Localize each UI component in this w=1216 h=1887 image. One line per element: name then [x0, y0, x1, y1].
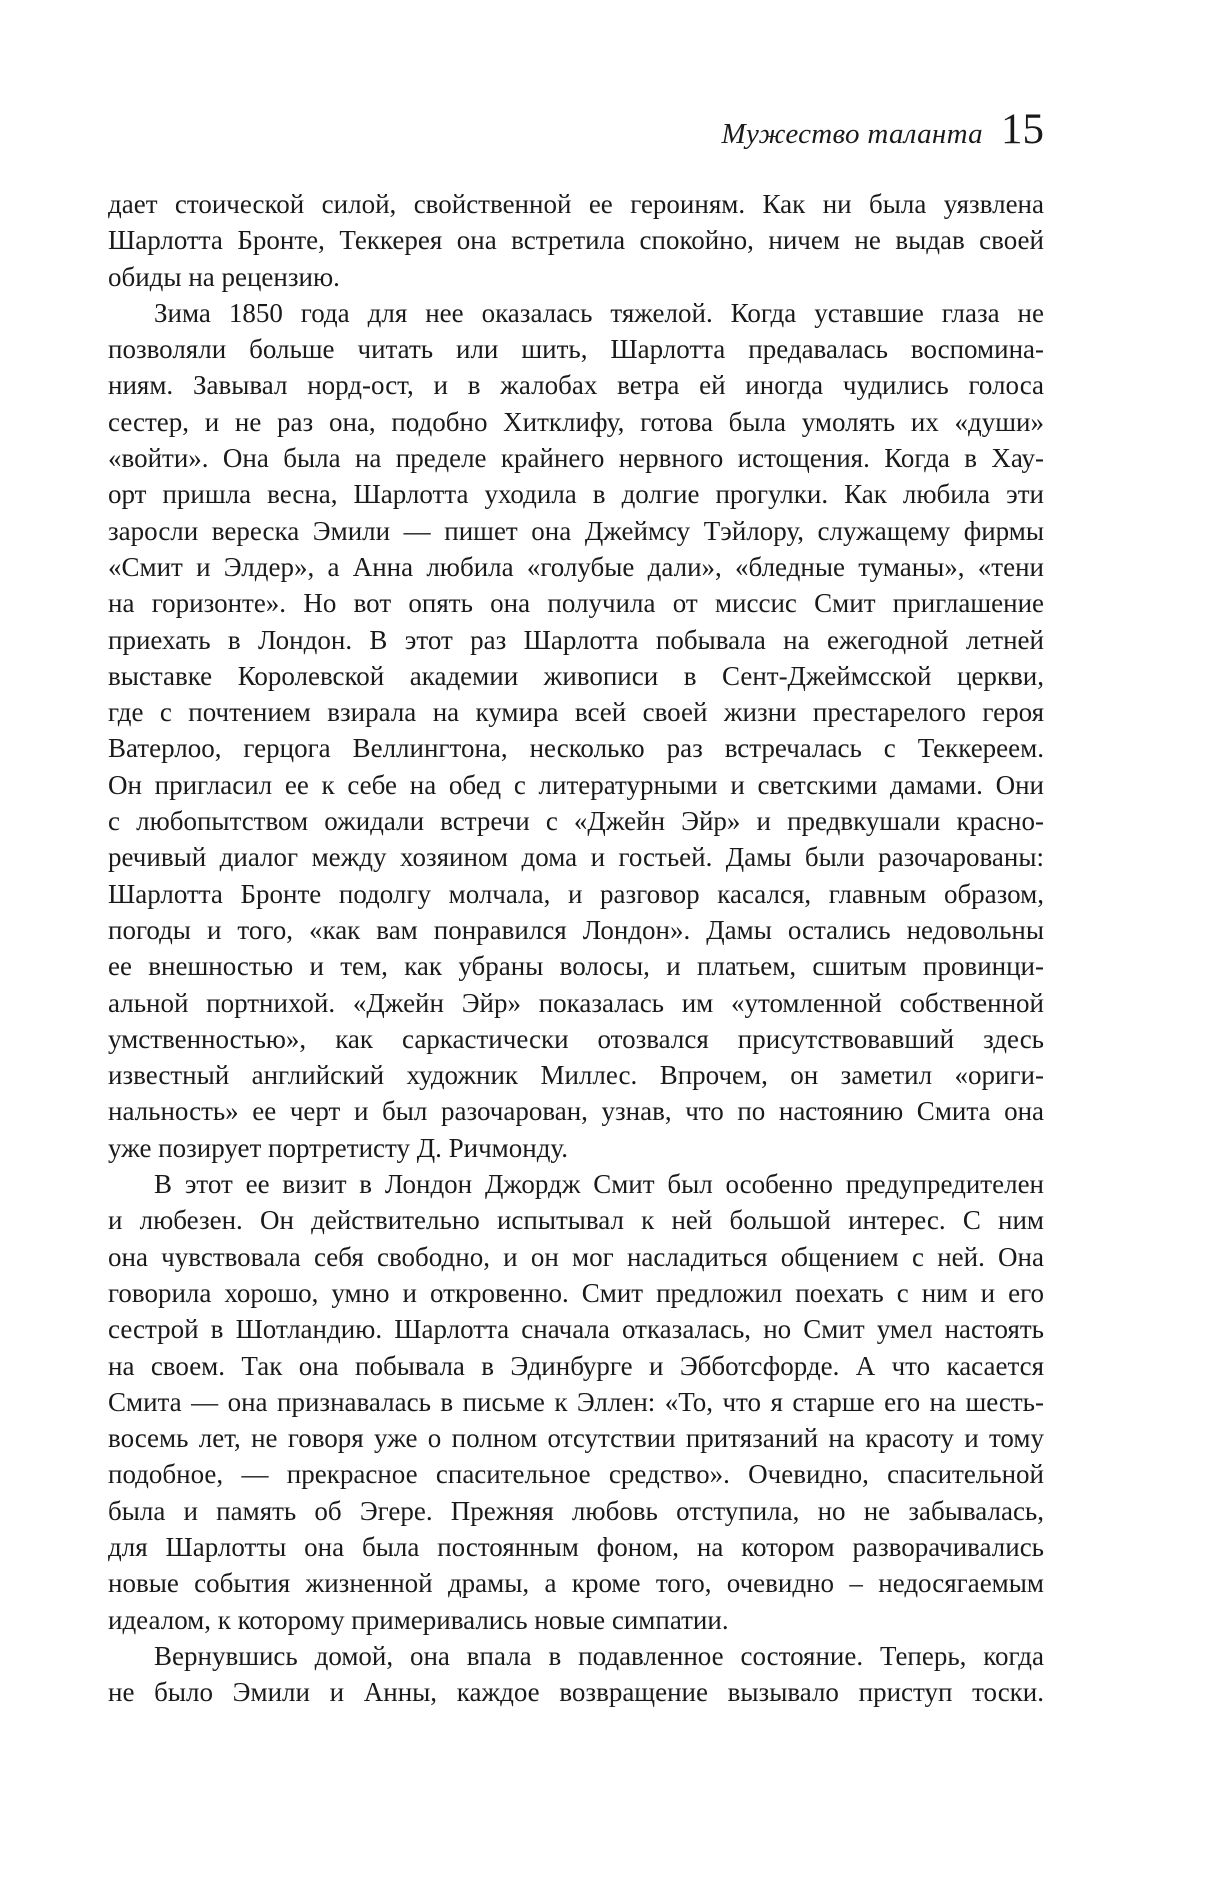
text-line: «войти». Она была на пределе крайнего нервного истощения. Когда в Хау-: [108, 443, 1044, 474]
paragraph: [108, 1166, 1044, 1638]
text-line: Зима 1850 года для нее оказалась тяжелой. Когда уставшие глаза не: [154, 297, 1044, 328]
text-line: не было Эмили и Анны, каждое возвращение вызывало приступ тоски.: [108, 1677, 1044, 1708]
text-line: заросли вереска Эмили — пишет она Джеймсу Тэйлору, служащему фирмы: [108, 515, 1044, 546]
text-line: идеалом, к которому примеривались новые симпатии.: [108, 1604, 729, 1635]
text-line: орт пришла весна, Шарлотта уходила в долгие прогулки. Как любила эти: [108, 479, 1044, 510]
text-line: с любопытством ожидали встречи с «Джейн Эйр» и предвкушали красно-: [108, 806, 1044, 837]
text-line: позволяли больше читать или шить, Шарлотта предавалась воспомина-: [108, 334, 1044, 365]
text-line: погоды и того, «как вам понравился Лондон». Дамы остались недовольны: [108, 914, 1044, 945]
text-line: приехать в Лондон. В этот раз Шарлотта побывала на ежегодной летней: [108, 624, 1044, 655]
text-line: ее внешностью и тем, как убраны волосы, и платьем, сшитым провинци-: [108, 951, 1044, 982]
text-line: говорила хорошо, умно и откровенно. Смит предложил поехать с ним и его: [108, 1277, 1044, 1308]
paragraph: [108, 295, 1044, 1166]
text-line: выставке Королевской академии живописи в Сент-Джеймсской церкви,: [108, 660, 1044, 691]
running-title: Мужество таланта: [721, 118, 983, 150]
text-line: новые события жизненной драмы, а кроме того, очевидно – недосягаемым: [108, 1568, 1044, 1599]
running-head: [722, 108, 1044, 151]
text-line: Шарлотта Бронте подолгу молчала, и разговор касался, главным образом,: [108, 878, 1044, 909]
text-line: сестрой в Шотландию. Шарлотта сначала отказалась, но Смит умел настоять: [108, 1314, 1044, 1345]
text-line: она чувствовала себя свободно, и он мог насладиться общением с ней. Она: [108, 1241, 1044, 1272]
text-line: умственностью», как саркастически отозвался присутствовавший здесь: [108, 1023, 1044, 1054]
body-text: [108, 186, 1044, 1710]
text-line: и любезен. Он действительно испытывал к ней большой интерес. С ним: [108, 1205, 1044, 1236]
text-line: сестер, и не раз она, подобно Хитклифу, готова была умолять их «души»: [108, 406, 1044, 437]
text-line: Он пригласил ее к себе на обед с литературными и светскими дамами. Они: [108, 769, 1044, 800]
text-line: где с почтением взирала на кумира всей своей жизни престарелого героя: [108, 697, 1044, 728]
text-line: для Шарлотты она была постоянным фоном, на котором разворачивались: [108, 1531, 1044, 1562]
text-line: «Смит и Элдер», а Анна любила «голубые дали», «бледные туманы», «тени: [108, 551, 1044, 582]
text-line: Вернувшись домой, она впала в подавленное состояние. Теперь, когда: [154, 1640, 1044, 1671]
paragraph: [108, 186, 1044, 295]
text-line: нальность» ее черт и был разочарован, узнав, что по настоянию Смита она: [108, 1096, 1044, 1127]
text-line: дает стоической силой, свойственной ее героиням. Как ни была уязвлена: [108, 189, 1044, 219]
text-line: обиды на рецензию.: [108, 261, 340, 292]
text-line: известный английский художник Миллес. Впрочем, он заметил «ориги-: [108, 1060, 1044, 1091]
text-line: речивый диалог между хозяином дома и гостьей. Дамы были разочарованы:: [108, 842, 1044, 873]
text-line: Ватерлоо, герцога Веллингтона, несколько раз встречалась с Теккереем.: [108, 733, 1044, 764]
text-line: подобное, — прекрасное спасительное средство». Очевидно, спасительной: [108, 1459, 1044, 1490]
page-number: 15: [1001, 106, 1044, 153]
text-line: альной портнихой. «Джейн Эйр» показалась им «утомленной собственной: [108, 987, 1044, 1018]
text-line: на своем. Так она побывала в Эдинбурге и Эбботсфорде. А что касается: [108, 1350, 1044, 1381]
text-line: Шарлотта Бронте, Теккерея она встретила спокойно, ничем не выдав своей: [108, 225, 1044, 256]
text-line: уже позирует портретисту Д. Ричмонду.: [108, 1132, 568, 1163]
text-line: восемь лет, не говоря уже о полном отсутствии притязаний на красоту и тому: [108, 1423, 1044, 1454]
text-line: ниям. Завывал норд-ост, и в жалобах ветра ей иногда чудились голоса: [108, 370, 1044, 401]
text-line: В этот ее визит в Лондон Джордж Смит был особенно предупредителен: [154, 1169, 1044, 1200]
paragraph: [108, 1638, 1044, 1711]
text-line: была и память об Эгере. Прежняя любовь отступила, но не забывалась,: [108, 1495, 1044, 1526]
text-line: Смита — она признавалась в письме к Эллен: «То, что я старше его на шесть-: [108, 1386, 1044, 1417]
text-line: на горизонте». Но вот опять она получила от миссис Смит приглашение: [108, 588, 1044, 619]
